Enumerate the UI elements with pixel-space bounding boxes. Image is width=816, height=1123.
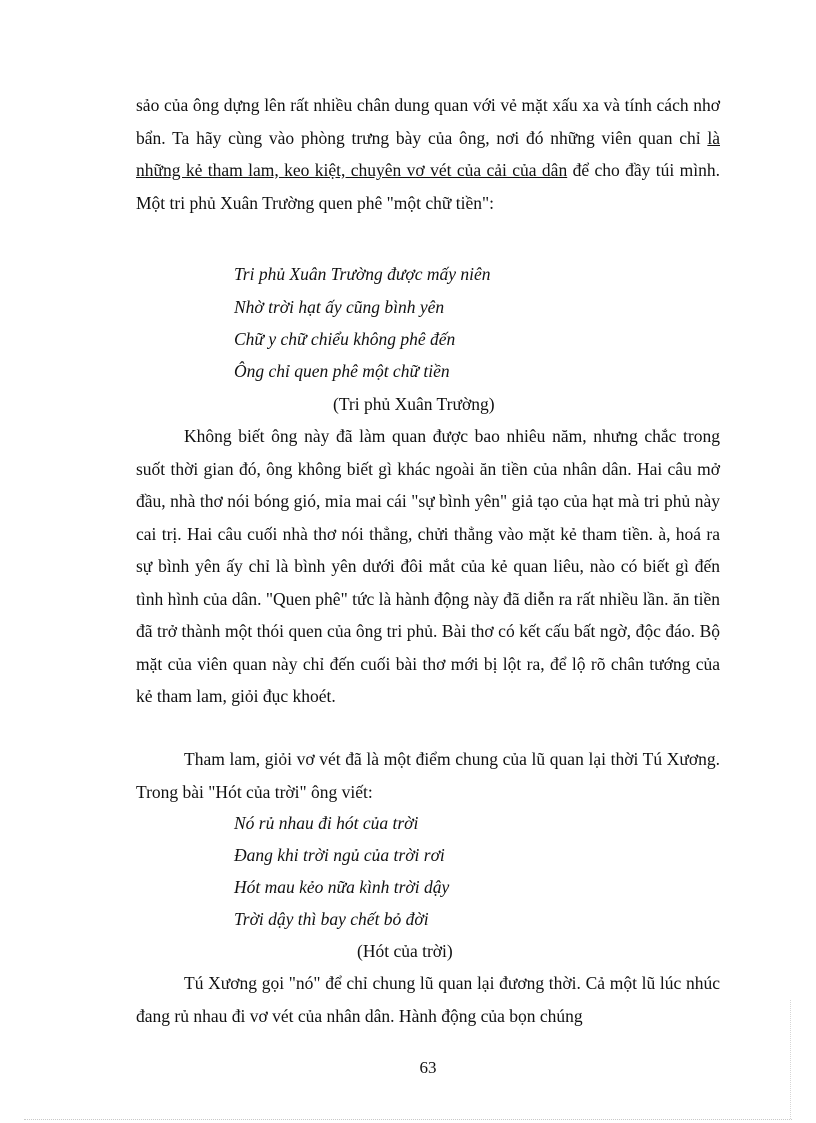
paragraph-2 — [136, 420, 720, 713]
page-number: 63 — [419, 1058, 437, 1077]
poem-1-source: (Tri phủ Xuân Trường) — [333, 394, 495, 414]
poem-1-line-2: Nhờ trời hạt ấy cũng bình yên — [234, 297, 445, 317]
poem-2-source: (Hót của trời) — [357, 941, 453, 961]
poem-2-line-2: Đang khi trời ngủ của trời rơi — [234, 845, 445, 865]
paragraph-1-lead-text: sảo của ông dựng lên rất nhiều chân dung quan với vẻ mặt xấu xa và tính cách nhơ bẩn. Ta hãy cùng vào phòng trưng bày của ông, nơi đó những viên quan chỉ — [136, 95, 720, 148]
poem-2-line-3: Hót mau kẻo nữa kình trời dậy — [234, 877, 450, 897]
paragraph-text: Không biết ông này đã làm quan được bao nhiêu năm, nhưng chắc trong suốt thời gian đó, ông không biết gì khác ngoài ăn tiền của nhân dân. Hai câu mở đầu, nhà thơ nói bóng gió, mỉa mai cái "sự bình yên" giả tạo của hạt mà tri phủ này cai trị. Hai câu cuối nhà thơ nói thẳng, chửi thẳng vào mặt kẻ tham tiền. à, hoá ra sự bình yên ấy chỉ là bình yên dưới đôi mắt của kẻ quan liêu, nào có biết gì đến tình hình của dân. "Quen phê" tức là hành động này đã diễn ra rất nhiều lần. ăn tiền đã trở thành một thói quen của ông tri phủ. Bài thơ có kết cấu bất ngờ, độc đáo. Bộ mặt của viên quan này chỉ đến cuối bài thơ mới bị lột ra, để lộ rõ chân tướng của kẻ tham lam, giỏi đục khoét. — [136, 426, 720, 706]
poem-2-line-1: Nó rủ nhau đi hót của trời — [234, 813, 419, 833]
poem-1-line-1: Tri phủ Xuân Trường được mấy niên — [234, 264, 491, 284]
underlined-phrase: là những kẻ tham lam, keo kiệt, chuyên vơ vét của cải của dân — [136, 127, 720, 180]
page-right-border — [790, 1000, 791, 1119]
paragraph-1 — [136, 89, 720, 219]
poem-2-line-4: Trời dậy thì bay chết bỏ đời — [234, 909, 429, 929]
paragraph-4 — [136, 967, 720, 1032]
poem-1-line-3: Chữ y chữ chiểu không phê đến — [234, 329, 456, 349]
paragraph-text — [136, 89, 720, 219]
paragraph-3 — [136, 743, 720, 808]
poem-1-line-4: Ông chỉ quen phê một chữ tiền — [234, 361, 450, 381]
paragraph-text: Tú Xương gọi "nó" để chỉ chung lũ quan lại đương thời. Cả một lũ lúc nhúc đang rủ nhau đi vơ vét của nhân dân. Hành động của bọn chúng — [136, 973, 720, 1026]
page-bottom-border — [24, 1119, 792, 1120]
paragraph-1-tail-text: để cho đầy túi mình. Một tri phủ Xuân Trường quen phê "một chữ tiền": — [136, 160, 720, 213]
paragraph-text: Tham lam, giỏi vơ vét đã là một điểm chung của lũ quan lại thời Tú Xương. Trong bài "Hót của trời" ông viết: — [136, 749, 720, 802]
